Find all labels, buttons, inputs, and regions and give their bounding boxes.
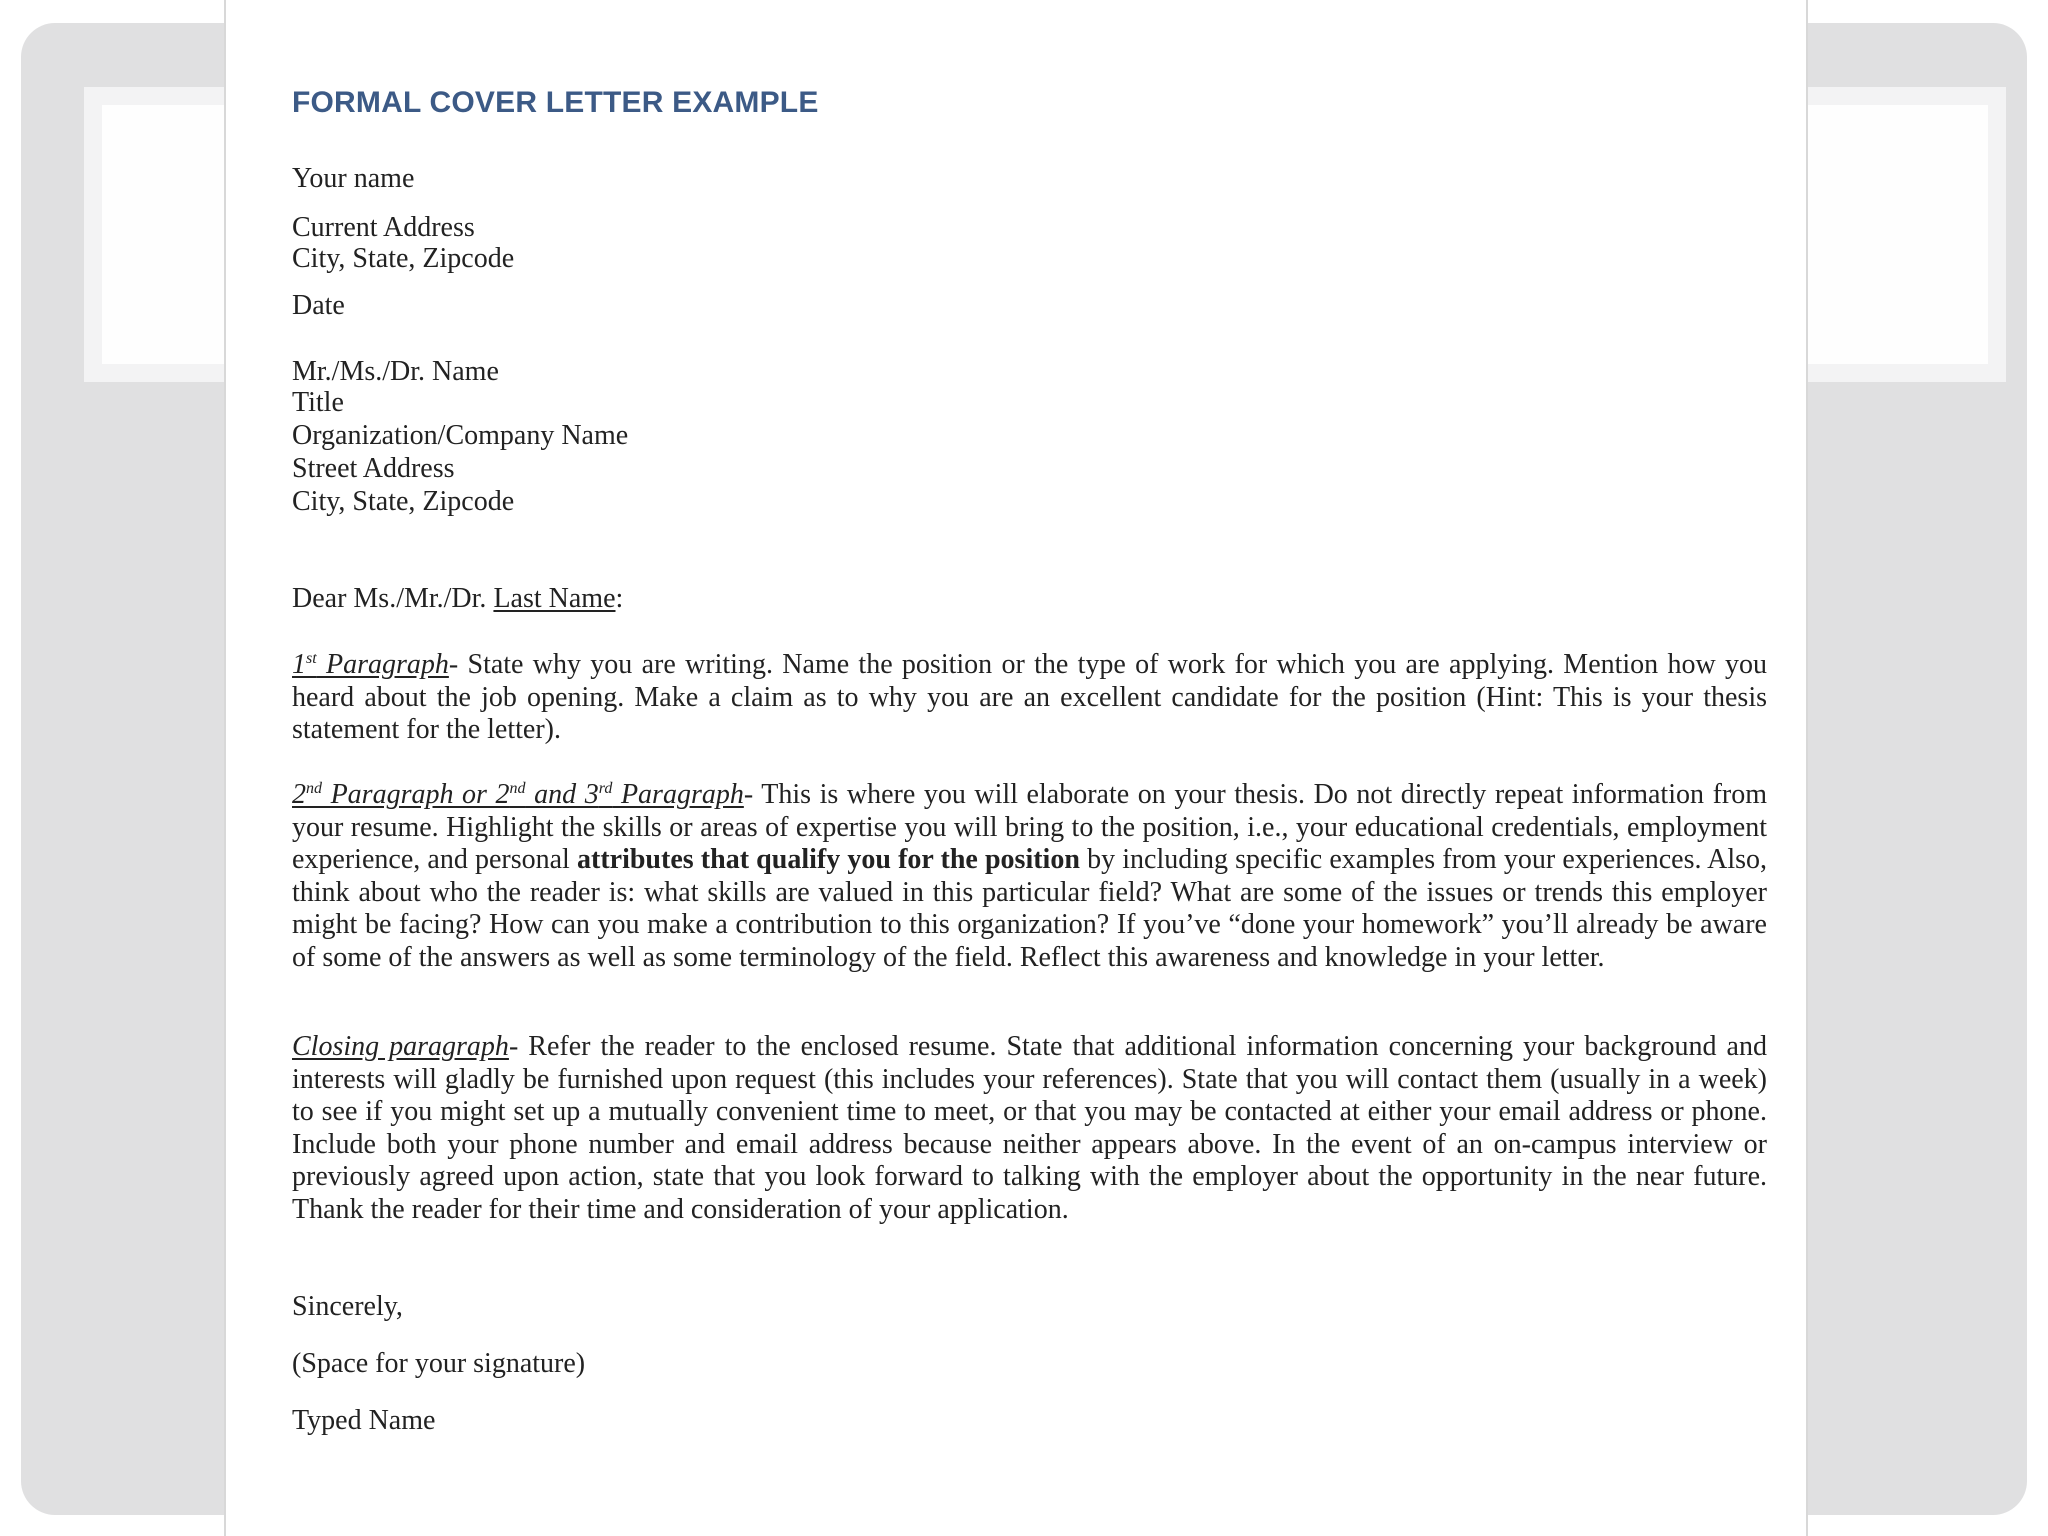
label-part: Paragraph	[612, 779, 744, 810]
document-page	[224, 0, 1808, 1536]
label-text: Paragraph	[316, 649, 449, 680]
letter-date: Date	[292, 290, 345, 321]
label-superscript: st	[306, 650, 317, 667]
label-superscript: rd	[598, 780, 613, 797]
sender-name: Your name	[292, 163, 415, 194]
typed-name: Typed Name	[292, 1405, 436, 1436]
closing-paragraph	[292, 1031, 1767, 1227]
first-paragraph-label	[292, 649, 449, 680]
salutation-last-name: Last Name	[493, 583, 616, 614]
recipient-organization: Organization/Company Name	[292, 420, 629, 451]
second-paragraph-label	[292, 779, 744, 810]
second-paragraph	[292, 779, 1767, 975]
label-part: 2	[292, 779, 306, 810]
salutation-colon: :	[615, 583, 624, 614]
label-superscript: nd	[509, 780, 526, 797]
sender-address: Current Address	[292, 212, 475, 243]
recipient-city: City, State, Zipcode	[292, 486, 515, 517]
second-paragraph-bold-text: attributes that qualify you for the position	[577, 844, 1080, 876]
closing-paragraph-text: - Refer the reader to the enclosed resume. State that additional information concerning your background and interests will gladly be furnished upon request (this includes your references). State that you will contact them (usually in a week) to see if you might set up a mutually convenient time to meet, or that you may be contacted at either your email address or phone. Include both your phone number and email address because neither appears above. In the event of an on-campus interview or previously agreed upon action, state that you look forward to talking with the employer about the opportunity in the near future. Thank the reader for their time and consideration of your application.	[292, 1031, 1767, 1225]
document-heading: FORMAL COVER LETTER EXAMPLE	[292, 86, 819, 119]
label-part: Paragraph or 2	[322, 779, 510, 810]
first-paragraph	[292, 649, 1767, 747]
recipient-street: Street Address	[292, 453, 455, 484]
sender-city: City, State, Zipcode	[292, 243, 515, 274]
recipient-title: Title	[292, 387, 344, 418]
signature-space: (Space for your signature)	[292, 1348, 586, 1379]
salutation	[292, 583, 623, 615]
closing-paragraph-label: Closing paragraph	[292, 1031, 509, 1062]
label-superscript: nd	[306, 780, 322, 797]
label-part: and 3	[525, 779, 599, 810]
recipient-name: Mr./Ms./Dr. Name	[292, 356, 499, 387]
label-number: 1	[292, 649, 306, 680]
salutation-prefix: Dear Ms./Mr./Dr.	[292, 583, 494, 614]
closing-salutation: Sincerely,	[292, 1291, 403, 1322]
second-paragraph-text-cont: by including specific examples from your experiences. Also, think about who the reader is: what skills are valued in this particular field? What are some of the issues or trends this employer might be facing? How can you make a contribution to this organization? If you’ve “done your homework” you’ll already be aware of some of the answers as well as some terminology of the field. Reflect this awareness and knowledge in your letter.	[292, 844, 1767, 973]
second-paragraph-text: - This is where you will elaborate on your thesis. Do not directly repeat information from your resume. Highlight the skills or areas of expertise you will bring to the position, i.e., your educational credentials, employment experience, and personal	[292, 779, 1768, 876]
first-paragraph-text: - State why you are writing. Name the position or the type of work for which you are applying. Mention how you heard about the job opening. Make a claim as to why you are an excellent candidate for the position (Hint: This is your thesis statement for the letter).	[292, 649, 1767, 746]
